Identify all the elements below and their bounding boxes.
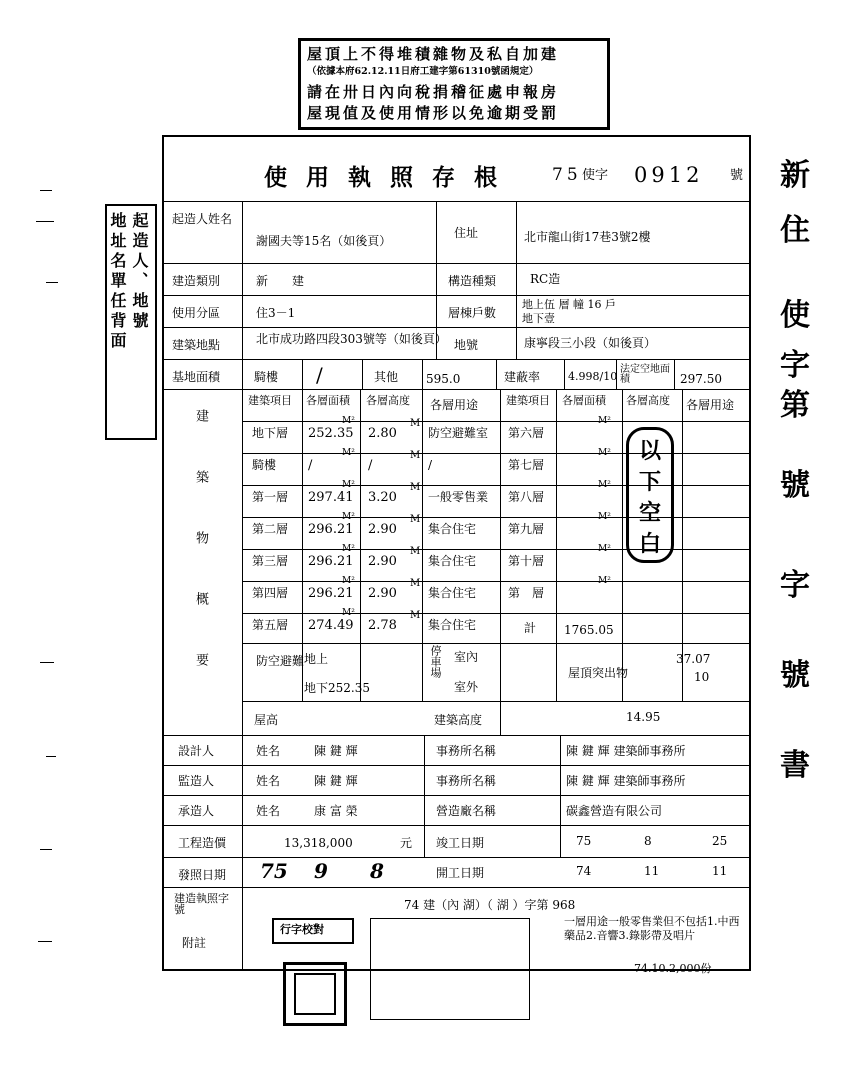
col-line [556, 643, 557, 701]
floor-area: 274.49 [308, 618, 354, 633]
value-roof-struct-height: 10 [694, 670, 710, 684]
floor-area: 252.35 [308, 426, 354, 441]
label-designer-name: 姓名 [256, 744, 281, 758]
col-floor-item: 建築項目 [248, 394, 292, 407]
permit-suffix: 號 [730, 168, 744, 183]
value-build-permit: 74 建（內 湖）（ 湖 ）字第 968 [404, 898, 576, 912]
value-contractor-firm: 碳鑫營造有限公司 [566, 804, 663, 818]
value-address: 北市龍山街17巷3號2樓 [524, 230, 651, 244]
value-other-area: 595.0 [426, 372, 461, 386]
permit-prefix: 75 [552, 165, 582, 185]
notice-line-3: 請在卅日內向稅捐稽征處申報房 [307, 83, 560, 101]
unit-m2: M² [342, 512, 355, 522]
row-line [164, 765, 749, 766]
proofread-stamp [272, 918, 354, 944]
value-supervisor-office: 陳 鍵 輝 建築師事務所 [566, 774, 686, 788]
margin-fragment: 新 [780, 158, 810, 193]
label-parking: 停車場 [429, 645, 442, 678]
value-designer-name: 陳 鍵 輝 [314, 744, 358, 758]
notice-line-2: （依據本府62.12.11日府工建字第61310號函規定） [307, 66, 539, 77]
margin-fragment: 字 [780, 348, 810, 383]
col-line [496, 359, 497, 389]
permit-word: 使字 [582, 168, 609, 183]
row-line [164, 735, 749, 736]
margin-fragment: 號 [780, 468, 810, 503]
label-contractor-firm: 營造廠名稱 [436, 804, 497, 818]
proofread-label: 行字校對 [280, 923, 324, 936]
floor-name-right: 第 層 [508, 586, 545, 600]
unit-m2-right: M² [598, 480, 611, 490]
floor-use: 防空避難室 [428, 426, 489, 440]
margin-fragment: 使 [780, 298, 810, 333]
floor-use: / [428, 458, 433, 472]
blank-below-stamp [626, 427, 674, 563]
row-line [242, 581, 749, 582]
floor-name: 第五層 [252, 618, 289, 632]
floor-use: 集合住宅 [428, 554, 477, 568]
margin-fragment: 號 [780, 658, 810, 693]
unit-m2-right: M² [598, 416, 611, 426]
floor-name: 第三層 [252, 554, 289, 568]
label-contractor: 承造人 [178, 804, 215, 818]
unit-m2: M² [342, 480, 355, 490]
seal-inner [294, 973, 336, 1015]
label-building-summary: 建築物概要 [193, 409, 208, 714]
label-supervisor: 監造人 [178, 774, 215, 788]
unit-m2: M² [342, 416, 355, 426]
label-lot-no: 地號 [454, 338, 479, 352]
label-ride-building: 騎樓 [254, 370, 279, 384]
floor-height: 2.90 [368, 586, 397, 601]
col-line [674, 359, 675, 389]
value-start-day: 11 [712, 864, 728, 878]
col-line [302, 359, 303, 389]
label-address: 住址 [454, 226, 479, 240]
col-line [564, 359, 565, 389]
notice-line-1: 屋頂上不得堆積雜物及私自加建 [307, 45, 560, 63]
unit-m2-right: M² [598, 448, 611, 458]
unit-m2: M² [342, 448, 355, 458]
label-start-date: 開工日期 [436, 866, 485, 880]
value-remarks: 一層用途一般零售業但不包括1.中西藥品2.音響3.錄影帶及唱片 [564, 915, 740, 942]
floor-name: 地下層 [252, 426, 289, 440]
label-air-raid: 防空避難 [256, 654, 305, 668]
col-line [362, 359, 363, 389]
floor-name-right: 第九層 [508, 522, 545, 536]
col-area: 各層面積 [306, 394, 350, 407]
side-note-col-1: 起造人、地號 [130, 212, 149, 332]
value-supervisor-name: 陳 鍵 輝 [314, 774, 358, 788]
value-total-area: 1765.05 [564, 623, 614, 637]
label-completion-date: 竣工日期 [436, 836, 485, 850]
value-issue-day: 8 [370, 859, 384, 883]
floor-height: 2.78 [368, 618, 397, 633]
value-designer-office: 陳 鍵 輝 建築師事務所 [566, 744, 686, 758]
label-other: 其他 [374, 370, 399, 384]
margin-tick [40, 662, 54, 663]
value-coverage: 4.998/10 [568, 370, 618, 383]
seal-stamp [283, 962, 347, 1026]
unit-m2-right: M² [598, 512, 611, 522]
side-note-col-2: 地址名單任背面 [108, 212, 127, 352]
label-building-type: 建造類別 [172, 274, 221, 288]
label-supervisor-office: 事務所名稱 [436, 774, 497, 788]
margin-tick [38, 941, 52, 942]
col-floor-item-right: 建築項目 [506, 394, 550, 407]
floor-use: 集合住宅 [428, 586, 477, 600]
unit-m2: M² [342, 608, 355, 618]
value-currency: 元 [400, 836, 413, 850]
value-basement: 地下壹 [522, 312, 555, 325]
floor-height: 2.90 [368, 522, 397, 537]
label-ground-up: 地上 [304, 652, 329, 666]
floor-name: 第四層 [252, 586, 289, 600]
row-line [164, 389, 749, 390]
label-designer: 設計人 [178, 744, 215, 758]
row-line [164, 359, 749, 360]
margin-tick [40, 190, 52, 191]
margin-fragment: 第 [780, 388, 810, 423]
margin-tick [46, 282, 58, 283]
floor-area: 296.21 [308, 554, 354, 569]
label-roof-height: 屋高 [254, 713, 279, 727]
row-line [164, 825, 749, 826]
value-basement-air-raid: 252.35 [328, 681, 370, 695]
unit-m2-right: M² [598, 544, 611, 554]
permit-number: 0912 [634, 163, 704, 187]
unit-m2: M² [342, 576, 355, 586]
row-line [164, 887, 749, 888]
label-total: 計 [524, 621, 537, 635]
side-note [105, 204, 157, 440]
col-line [422, 389, 423, 701]
col-line [422, 359, 423, 389]
col-area-right: 各層面積 [562, 394, 606, 407]
value-lot-no: 康寧段三小段（如後頁） [524, 336, 657, 350]
floor-area: 296.21 [308, 586, 354, 601]
margin-tick [46, 756, 56, 757]
label-site-area: 基地面積 [172, 370, 221, 384]
value-issue-year: 75 [260, 859, 288, 883]
unit-m: M [410, 450, 421, 461]
col-line [360, 389, 361, 701]
label-ground-down: 地下 [304, 681, 329, 695]
margin-fragment: 書 [780, 748, 810, 783]
slash-mark: / [316, 363, 323, 387]
col-height-right: 各層高度 [626, 394, 670, 407]
label-parking-out: 室外 [454, 680, 479, 694]
label-bldg-height: 建築高度 [434, 713, 483, 727]
floor-name-right: 第六層 [508, 426, 545, 440]
label-designer-office: 事務所名稱 [436, 744, 497, 758]
label-legal-open-space: 法定空地面積 [620, 364, 670, 385]
approval-stamp-box [370, 918, 530, 1020]
row-line [164, 201, 749, 202]
floor-use: 一般零售業 [428, 490, 489, 504]
label-build-site: 建築地點 [172, 338, 221, 352]
label-roof-struct: 屋頂突出物 [568, 666, 629, 680]
label-coverage: 建蔽率 [504, 370, 541, 384]
value-contractor-name: 康 富 榮 [314, 804, 358, 818]
floor-height: 3.20 [368, 490, 397, 505]
floor-name-right: 第七層 [508, 458, 545, 472]
unit-m: M [410, 546, 421, 557]
permit-form [162, 135, 751, 975]
unit-m: M [410, 578, 421, 589]
unit-m: M [410, 418, 421, 429]
col-line [424, 735, 425, 857]
value-completion-month: 8 [644, 834, 652, 848]
unit-m: M [410, 514, 421, 525]
row-line [164, 857, 749, 858]
value-project-cost: 13,318,000 [284, 836, 353, 850]
unit-m2-right: M² [598, 576, 611, 586]
row-line [164, 263, 749, 264]
value-structure-type: RC造 [530, 272, 561, 286]
label-issue-date: 發照日期 [178, 868, 227, 882]
row-line [242, 613, 749, 614]
row-line [242, 421, 749, 422]
col-line [242, 201, 243, 969]
label-structure-type: 構造種類 [448, 274, 497, 288]
col-line [560, 735, 561, 857]
floor-area: / [308, 458, 313, 473]
unit-m: M [410, 482, 421, 493]
label-contractor-name: 姓名 [256, 804, 281, 818]
col-line [516, 201, 517, 359]
value-completion-day: 25 [712, 834, 728, 848]
value-floors: 地上伍 層 幢 16 戶 [522, 298, 616, 311]
unit-m2: M² [342, 544, 355, 554]
notice-stamp [298, 38, 610, 130]
value-roof-struct-area: 37.07 [676, 652, 711, 666]
floor-area: 297.41 [308, 490, 354, 505]
floor-height: 2.80 [368, 426, 397, 441]
label-remarks: 附註 [182, 936, 207, 950]
form-title: 使用執照存根 [264, 164, 516, 191]
value-start-year: 74 [576, 864, 592, 878]
label-applicant: 起造人姓名 [172, 212, 233, 226]
margin-fragment: 字 [780, 568, 810, 603]
col-line [500, 389, 501, 735]
value-building-type: 新 建 [256, 274, 305, 288]
col-height: 各層高度 [366, 394, 410, 407]
label-project-cost: 工程造價 [178, 836, 227, 850]
floor-area: 296.21 [308, 522, 354, 537]
value-bldg-height: 14.95 [626, 710, 661, 724]
value-remarks-footer: 74.10.2,000份 [634, 962, 712, 975]
label-floors-units: 層棟戶數 [448, 306, 497, 320]
floor-use: 集合住宅 [428, 618, 477, 632]
value-use-zone: 住3－1 [256, 306, 296, 320]
row-line [164, 327, 749, 328]
value-build-site: 北市成功路四段303號等（如後頁） [256, 332, 447, 346]
floor-name: 第一層 [252, 490, 289, 504]
floor-name-right: 第八層 [508, 490, 545, 504]
value-applicant: 謝國夫等15名（如後頁） [256, 234, 392, 248]
notice-line-4: 屋現值及使用情形以免逾期受罰 [307, 104, 560, 122]
value-legal-open-space: 297.50 [680, 372, 722, 386]
col-use-right: 各層用途 [686, 398, 735, 412]
margin-fragment: 住 [780, 213, 810, 248]
row-line [164, 295, 749, 296]
margin-tick [40, 849, 52, 850]
col-line [622, 389, 623, 701]
label-build-permit: 建造執照字號 [174, 892, 229, 916]
floor-name: 第二層 [252, 522, 289, 536]
col-use: 各層用途 [430, 398, 479, 412]
label-use-zone: 使用分區 [172, 306, 221, 320]
floor-height: 2.90 [368, 554, 397, 569]
row-line [242, 643, 749, 644]
unit-m: M [410, 610, 421, 621]
row-line [242, 701, 749, 702]
floor-use: 集合住宅 [428, 522, 477, 536]
label-supervisor-name: 姓名 [256, 774, 281, 788]
floor-height: / [368, 458, 373, 473]
value-issue-month: 9 [314, 859, 328, 883]
label-parking-in: 室內 [454, 650, 479, 664]
margin-tick [36, 221, 54, 222]
value-start-month: 11 [644, 864, 660, 878]
floor-name: 騎樓 [252, 458, 277, 472]
floor-name-right: 第十層 [508, 554, 545, 568]
blank-below-text: 以下空白 [638, 438, 661, 557]
value-completion-year: 75 [576, 834, 592, 848]
row-line [164, 795, 749, 796]
